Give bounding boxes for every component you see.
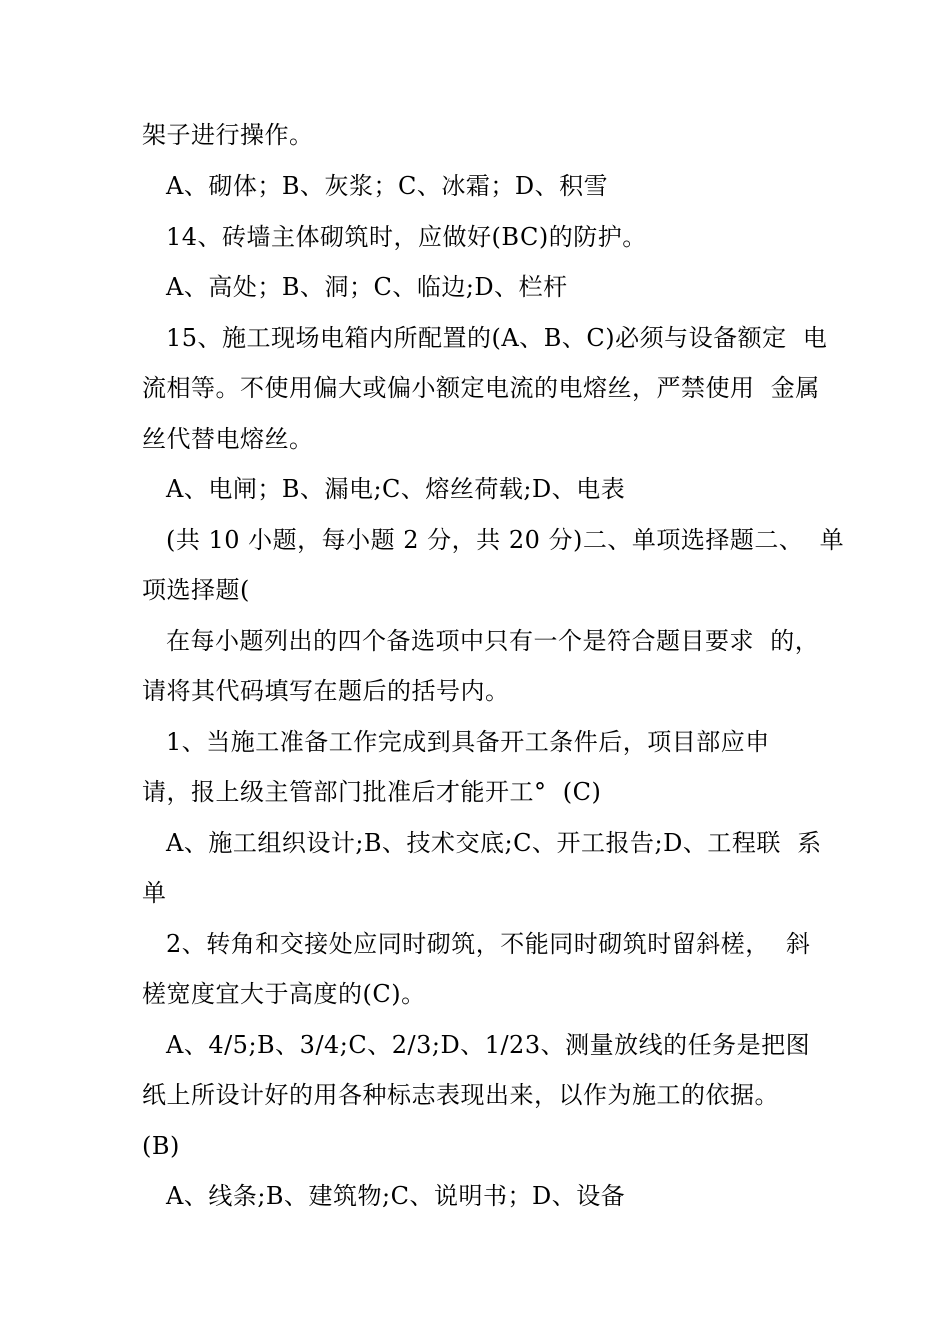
text-line: 项选择题( xyxy=(142,576,250,604)
answer-options: A、线条;B、建筑物;C、说明书；D、设备 xyxy=(166,1182,626,1210)
answer-marker: (B) xyxy=(142,1132,180,1160)
answer-options: A、4/5;B、3/4;C、2/3;D、1/23、测量放线的任务是把图 xyxy=(166,1031,811,1059)
answer-options: A、施工组织设计;B、技术交底;C、开工报告;D、工程联 系 xyxy=(166,829,822,857)
question-14: 14、砖墙主体砌筑时，应做好(BC)的防护。 xyxy=(166,223,647,251)
text-line: 丝代替电熔丝。 xyxy=(142,425,314,453)
answer-options: A、电闸；B、漏电;C、熔丝荷载;D、电表 xyxy=(166,475,626,503)
question-15: 15、施工现场电箱内所配置的(A、B、C)必须与设备额定 电 xyxy=(166,324,828,352)
question-2: 2、转角和交接处应同时砌筑，不能同时砌筑时留斜槎， 斜 xyxy=(166,930,811,958)
text-line: 纸上所设计好的用各种标志表现出来，以作为施工的依据。 xyxy=(142,1081,779,1109)
text-line: 单 xyxy=(142,879,167,907)
section-heading: (共 10 小题，每小题 2 分，共 20 分)二、单项选择题二、 单 xyxy=(166,526,845,554)
text-line: 架子进行操作。 xyxy=(142,121,314,149)
text-line: 请将其代码填写在题后的括号内。 xyxy=(142,677,510,705)
answer-options: A、高处；B、洞；C、临边;D、栏杆 xyxy=(166,273,568,301)
question-1: 1、当施工准备工作完成到具备开工条件后，项目部应申 xyxy=(166,728,770,756)
instructions: 在每小题列出的四个备选项中只有一个是符合题目要求 的， xyxy=(166,627,820,655)
text-line: 请，报上级主管部门批准后才能开工° (C) xyxy=(142,778,602,806)
text-line: 流相等。不使用偏大或偏小额定电流的电熔丝，严禁使用 金属 xyxy=(142,374,820,402)
text-line: 槎宽度宜大于高度的(C)。 xyxy=(142,980,426,1008)
answer-options: A、砌体；B、灰浆；C、冰霜；D、积雪 xyxy=(166,172,609,200)
